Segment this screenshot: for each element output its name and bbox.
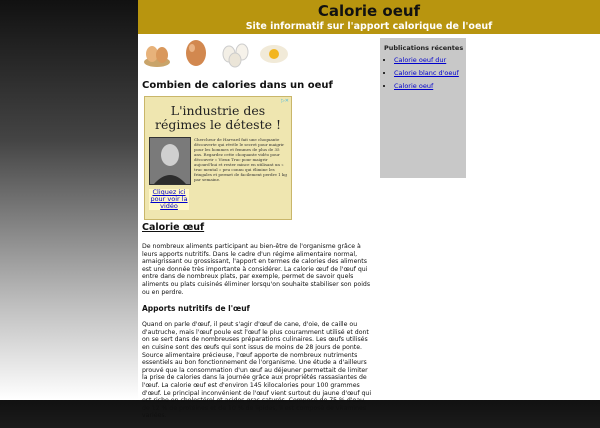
- subheading: Apports nutritifs de l'œuf: [142, 304, 250, 314]
- sidebar: [376, 34, 600, 400]
- recent-posts-list: [380, 56, 466, 90]
- brown-egg-image: [184, 38, 208, 68]
- recent-posts-widget: [380, 38, 466, 178]
- ad-headline[interactable]: L'industrie des régimes le déteste !: [154, 103, 282, 132]
- site-title[interactable]: Calorie oeuf: [317, 2, 421, 20]
- paragraph: Quand on parle d'œuf, il peut s'agir d'œuf de cane, d'oie, de caille ou d'autruche, mais l'œuf poule est l'œuf le plus couramment utilisé et dont on se sert dans de nombreuses préparations culinaires. Les œufs utilisés en cuisine sont des œufs qui sont issus de moins de 28 jours de ponte. Source alimentaire précieuse, l'œuf apporte de nombreux nutriments essentiels au bon fonctionnement de l'organisme. Une étude a d'ailleurs prouvé que la consommation d'un œuf au déjeuner permettait de limiter la prise de calories dans la journée grâce aux propriétés rassasiantes de l'œuf. La calorie œuf est d'environ 145 kilocalories pour 100 grammes d'œuf. Le principal inconvénient de l'œuf vient surtout du jaune d'œuf qui est riche en cholestérol et acides gras saturés. Composé de 75 % d'eau, de 12 % de protéines et de 10 % de lipides, il est composé de vitamines variées.: [142, 321, 372, 420]
- ad-body-text: Chercheur de Harvard fait une choquante découverte qui révèle le secret pour maigrir pour les hommes et femmes de plus de 35 ans. Regardez cette choquante vidéo pour découvrir « Vieux Truc pour maigrir aujourd'hui et rester mince en utilisant un « truc mental » peu connu qui élimine les fringales et permet de facilement perdre 1 kg par semaine.: [194, 137, 287, 182]
- ad-photo[interactable]: [149, 137, 191, 185]
- paragraph: De nombreux aliments participant au bien-être de l'organisme grâce à leurs apports nutritifs. Dans le cadre d'un régime alimentaire normal, amaigrissant ou grossissant, l'apport en termes de calories des aliments est une donnée très importante à considérer. La calorie œuf de l'œuf qui entre dans de nombreux plats, par exemple, permet de savoir quels aliments ou plats cuisinés éliminer lorsqu'on souhaite stabiliser son poids ou en perdre.: [142, 243, 371, 296]
- egg-images-row: [138, 34, 376, 72]
- article-title: Combien de calories dans un oeuf: [142, 80, 333, 91]
- list-item: [394, 82, 466, 90]
- section-title: Calorie œuf: [142, 222, 205, 233]
- recent-post-link[interactable]: Calorie oeuf: [394, 82, 434, 90]
- white-eggs-image: [220, 40, 252, 68]
- list-item: [394, 69, 466, 77]
- main-content: [138, 34, 376, 420]
- site-header: [138, 0, 600, 34]
- site-description: Site informatif sur l'apport calorique de l'oeuf: [245, 21, 493, 32]
- ad-cta-link[interactable]: Cliquez ici pour voir la vidéo: [150, 188, 188, 210]
- cracked-egg-image: [258, 40, 290, 66]
- recent-posts-heading: Publications récentes: [384, 44, 464, 52]
- recent-post-link[interactable]: Calorie blanc d'oeuf: [394, 69, 459, 77]
- ad-choices-icon[interactable]: ▷✕: [280, 98, 289, 104]
- eggs-in-nest-image: [142, 40, 172, 68]
- article-content: [142, 222, 372, 428]
- recent-post-link[interactable]: Calorie oeuf dur: [394, 56, 447, 64]
- advertisement[interactable]: [144, 96, 292, 220]
- list-item: [394, 56, 466, 64]
